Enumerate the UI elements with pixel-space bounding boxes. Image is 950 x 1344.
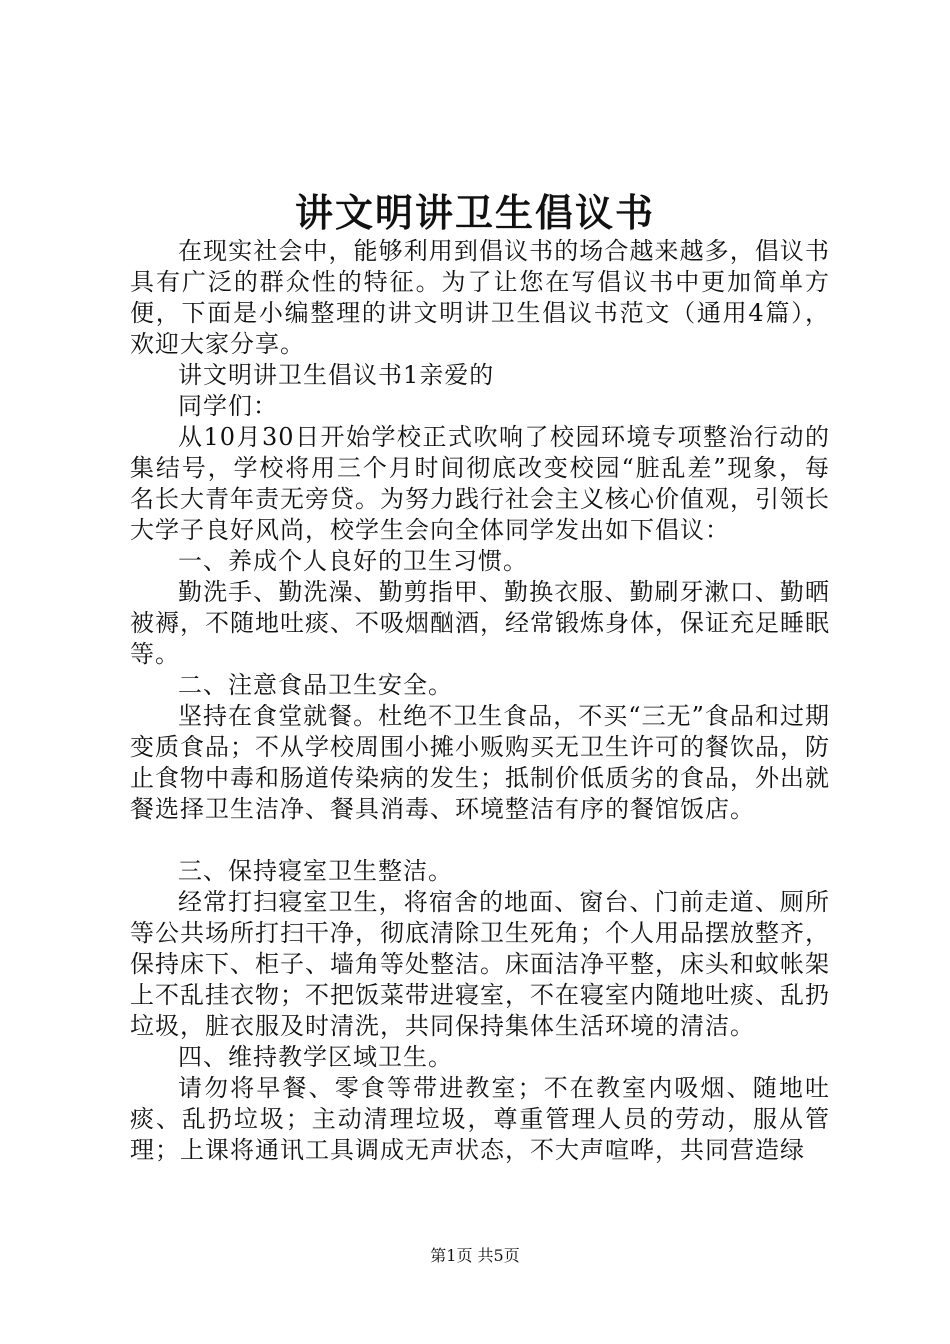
paragraph-section-4: 请勿将早餐、零食等带进教室；不在教室内吸烟、随地吐痰、乱扔垃圾；主动清理垃圾，尊重管理人员的劳动，服从管理；上课将通讯工具调成无声状态，不大声喧哗，共同营造绿 bbox=[130, 1074, 830, 1164]
section-heading-3: 三、保持寝室卫生整洁。 bbox=[178, 857, 453, 885]
paragraph-heading-1: 讲文明讲卫生倡议书1亲爱的 bbox=[178, 361, 495, 389]
section-heading-4: 四、维持教学区域卫生。 bbox=[178, 1043, 453, 1071]
blank-line bbox=[130, 825, 830, 856]
section-heading-1: 一、养成个人良好的卫生习惯。 bbox=[178, 547, 528, 575]
document-body bbox=[130, 236, 830, 1166]
paragraph-section-1: 勤洗手、勤洗澡、勤剪指甲、勤换衣服、勤刷牙漱口、勤晒被褥，不随地吐痰、不吸烟酗酒，经常锻炼身体，保证充足睡眠等。 bbox=[130, 578, 830, 668]
paragraph-opening: 从10月30日开始学校正式吹响了校园环境专项整治行动的集结号，学校将用三个月时间彻底改变校园“脏乱差”现象，每名长大青年责无旁贷。为努力践行社会主义核心价值观，引领长大学子良好风尚，校学生会向全体同学发出如下倡议： bbox=[130, 423, 830, 544]
page-footer: 第1页 共5页 bbox=[430, 1246, 520, 1265]
paragraph-salutation: 同学们： bbox=[178, 392, 278, 420]
paragraph-section-2: 坚持在食堂就餐。杜绝不卫生食品，不买“三无”食品和过期变质食品；不从学校周围小摊小贩购买无卫生许可的餐饮品，防止食物中毒和肠道传染病的发生；抵制价低质劣的食品，外出就餐选择卫生洁净、餐具消毒、环境整洁有序的餐馆饭店。 bbox=[130, 702, 830, 823]
paragraph-section-3: 经常打扫寝室卫生，将宿舍的地面、窗台、门前走道、厕所等公共场所打扫干净，彻底清除卫生死角；个人用品摆放整齐，保持床下、柜子、墙角等处整洁。床面洁净平整，床头和蚊帐架上不乱挂衣物；不把饭菜带进寝室，不在寝室内随地吐痰、乱扔垃圾，脏衣服及时清洗，共同保持集体生活环境的清洁。 bbox=[130, 888, 830, 1040]
section-heading-2: 二、注意食品卫生安全。 bbox=[178, 671, 453, 699]
paragraph-intro: 在现实社会中，能够利用到倡议书的场合越来越多，倡议书具有广泛的群众性的特征。为了让您在写倡议书中更加简单方便，下面是小编整理的讲文明讲卫生倡议书范文（通用4篇），欢迎大家分享。 bbox=[130, 237, 830, 358]
document-title: 讲文明讲卫生倡议书 bbox=[294, 190, 655, 235]
